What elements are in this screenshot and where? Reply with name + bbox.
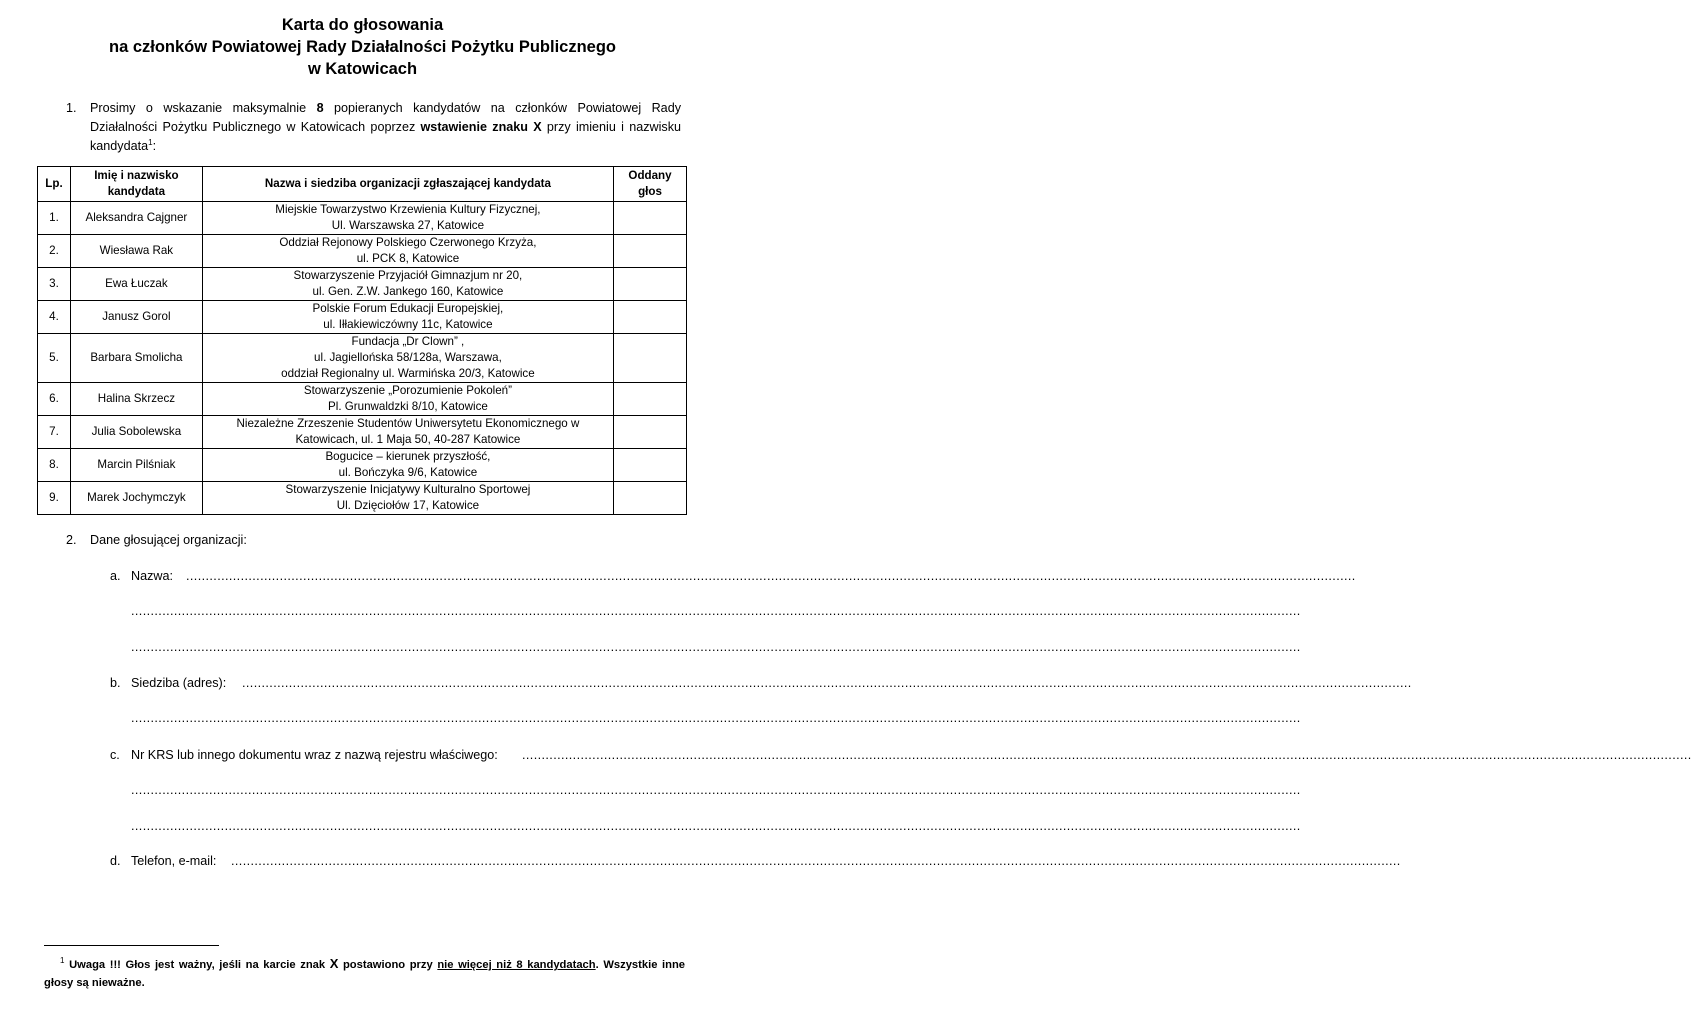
- candidate-name: Marek Jochymczyk: [70, 482, 202, 515]
- section-2-heading: [66, 531, 247, 550]
- candidate-organization: [202, 416, 613, 449]
- row-lp: 6.: [38, 383, 71, 416]
- footnote-text-a: Uwaga !!! Głos jest ważny, jeśli na karcie znak: [69, 959, 330, 971]
- organization-line: ul. Jagiellońska 58/128a, Warszawa,: [314, 351, 502, 364]
- organization-line: Stowarzyszenie Inicjatywy Kulturalno Sportowej: [285, 483, 531, 496]
- footnote-text-c: . Wszystkie inne głosy są nieważne.: [44, 959, 686, 989]
- krs-input-line-2[interactable]: ............................................................................................................................................................................................................................................................................................................: [131, 783, 1301, 797]
- instruction-text-d: :: [152, 139, 157, 153]
- organization-line: Ul. Dzięciołów 17, Katowice: [336, 499, 480, 512]
- vote-cell[interactable]: [614, 334, 687, 383]
- address-input-line-2[interactable]: ............................................................................................................................................................................................................................................................................................................: [131, 711, 1301, 725]
- instruction-text-a: Prosimy o wskazanie maksymalnie: [90, 101, 317, 115]
- table-row: [38, 268, 687, 301]
- organization-line: ul. Iłłakiewiczówny 11c, Katowice: [323, 318, 493, 331]
- candidate-organization: [202, 482, 613, 515]
- row-lp: 3.: [38, 268, 71, 301]
- header-name: Imię i nazwisko kandydata: [70, 167, 202, 202]
- field-c-label: Nr KRS lub innego dokumentu wraz z nazwą rejestru właściwego:: [131, 748, 498, 762]
- candidate-name: Aleksandra Cajgner: [70, 202, 202, 235]
- instruction-max-count: 8: [316, 101, 324, 115]
- organization-line: ul. PCK 8, Katowice: [356, 252, 460, 265]
- candidate-organization: [202, 383, 613, 416]
- field-a-letter: a.: [110, 569, 121, 583]
- instruction-text-b: popieranych kandydatów na członków Powiatowej Rady Działalności Pożytku Publicznego w Katowicach poprzez: [90, 101, 681, 134]
- field-d-label-row: [110, 852, 216, 871]
- name-input-line-1[interactable]: ............................................................................................................................................................................................................................................................................................................: [186, 569, 1356, 583]
- row-lp: 7.: [38, 416, 71, 449]
- organization-line: ul. Gen. Z.W. Jankego 160, Katowice: [312, 285, 504, 298]
- organization-line: ul. Bończyka 9/6, Katowice: [338, 466, 478, 479]
- footnote-underlined: nie więcej niż 8 kandydatach: [437, 959, 596, 971]
- candidate-organization: [202, 301, 613, 334]
- header-organization: Nazwa i siedziba organizacji zgłaszającej kandydata: [202, 167, 613, 202]
- title-line-2: na członków Powiatowej Rady Działalności Pożytku Publicznego: [108, 38, 616, 56]
- instruction-number: 1.: [66, 101, 77, 115]
- header-lp: Lp.: [38, 167, 71, 202]
- organization-line: oddział Regionalny ul. Warmińska 20/3, Katowice: [281, 367, 535, 380]
- organization-line: Niezależne Zrzeszenie Studentów Uniwersytetu Ekonomicznego w: [236, 417, 580, 430]
- candidate-name: Halina Skrzecz: [70, 383, 202, 416]
- organization-line: Stowarzyszenie „Porozumienie Pokoleń”: [303, 384, 512, 397]
- row-lp: 1.: [38, 202, 71, 235]
- vote-cell[interactable]: [614, 482, 687, 515]
- vote-cell[interactable]: [614, 235, 687, 268]
- footnote-reference: 1: [148, 138, 153, 147]
- instruction-text: [90, 99, 681, 156]
- address-input-line-1[interactable]: ............................................................................................................................................................................................................................................................................................................: [242, 676, 1412, 690]
- candidate-name: Julia Sobolewska: [70, 416, 202, 449]
- row-lp: 4.: [38, 301, 71, 334]
- field-a-label: Nazwa:: [131, 569, 173, 583]
- vote-cell[interactable]: [614, 202, 687, 235]
- candidate-organization: [202, 235, 613, 268]
- organization-line: Bogucice – kierunek przyszłość,: [325, 450, 491, 463]
- organization-line: Katowicach, ul. 1 Maja 50, 40-287 Katowice: [295, 433, 521, 446]
- name-input-line-3[interactable]: ............................................................................................................................................................................................................................................................................................................: [131, 640, 1301, 654]
- table-row: [38, 235, 687, 268]
- row-lp: 9.: [38, 482, 71, 515]
- name-input-line-2[interactable]: ............................................................................................................................................................................................................................................................................................................: [131, 604, 1301, 618]
- krs-input-line-3[interactable]: ............................................................................................................................................................................................................................................................................................................: [131, 819, 1301, 833]
- field-c-letter: c.: [110, 748, 120, 762]
- organization-line: Stowarzyszenie Przyjaciół Gimnazjum nr 20,: [293, 269, 523, 282]
- candidate-name: Wiesława Rak: [70, 235, 202, 268]
- title-line-1: Karta do głosowania: [281, 16, 444, 34]
- contact-input-line[interactable]: ............................................................................................................................................................................................................................................................................................................: [231, 854, 1401, 868]
- vote-cell[interactable]: [614, 449, 687, 482]
- candidate-name: Marcin Pilśniak: [70, 449, 202, 482]
- organization-line: Miejskie Towarzystwo Krzewienia Kultury Fizycznej,: [275, 203, 541, 216]
- table-row: [38, 416, 687, 449]
- table-row: [38, 383, 687, 416]
- section-2-title: Dane głosującej organizacji:: [90, 533, 247, 547]
- field-d-letter: d.: [110, 854, 121, 868]
- candidate-name: Janusz Gorol: [70, 301, 202, 334]
- title-line-3: w Katowicach: [307, 60, 418, 78]
- table-row: [38, 334, 687, 383]
- vote-cell[interactable]: [614, 268, 687, 301]
- row-lp: 8.: [38, 449, 71, 482]
- field-a-label-row: [110, 567, 173, 586]
- organization-line: Fundacja „Dr Clown” ,: [351, 335, 465, 348]
- footnote: [44, 955, 685, 992]
- footnote-marker: 1: [60, 956, 65, 965]
- candidate-organization: [202, 202, 613, 235]
- vote-cell[interactable]: [614, 301, 687, 334]
- vote-cell[interactable]: [614, 416, 687, 449]
- table-row: [38, 202, 687, 235]
- organization-line: Ul. Warszawska 27, Katowice: [331, 219, 485, 232]
- footnote-x-mark: X: [329, 956, 339, 971]
- candidate-organization: [202, 334, 613, 383]
- candidate-name: Ewa Łuczak: [70, 268, 202, 301]
- organization-line: Oddział Rejonowy Polskiego Czerwonego Krzyża,: [279, 236, 537, 249]
- field-b-label-row: [110, 674, 226, 693]
- instruction-text-c: przy imieniu i nazwisku kandydata: [90, 120, 681, 153]
- row-lp: 5.: [38, 334, 71, 383]
- vote-cell[interactable]: [614, 383, 687, 416]
- instruction-paragraph: [66, 99, 681, 156]
- field-b-label: Siedziba (adres):: [131, 676, 227, 690]
- table-row: [38, 449, 687, 482]
- candidate-name: Barbara Smolicha: [70, 334, 202, 383]
- ballot-title: [0, 14, 725, 80]
- candidates-table: [37, 166, 687, 515]
- organization-line: Pl. Grunwaldzki 8/10, Katowice: [328, 400, 488, 413]
- instruction-emphasis: wstawienie znaku X: [420, 120, 542, 134]
- krs-input-line-1[interactable]: ............................................................................................................................................................................................................................................................................................................: [522, 748, 1692, 762]
- section-2-number: 2.: [66, 533, 77, 547]
- row-lp: 2.: [38, 235, 71, 268]
- organization-line: Polskie Forum Edukacji Europejskiej,: [312, 302, 504, 315]
- header-vote: Oddany głos: [614, 167, 687, 202]
- table-header-row: [38, 167, 687, 202]
- footnote-separator: [44, 945, 219, 946]
- footnote-text-b: postawiono przy: [338, 959, 438, 971]
- table-row: [38, 482, 687, 515]
- field-c-label-row: [110, 746, 498, 765]
- candidate-organization: [202, 268, 613, 301]
- candidate-organization: [202, 449, 613, 482]
- field-d-label: Telefon, e-mail:: [131, 854, 217, 868]
- field-b-letter: b.: [110, 676, 121, 690]
- table-row: [38, 301, 687, 334]
